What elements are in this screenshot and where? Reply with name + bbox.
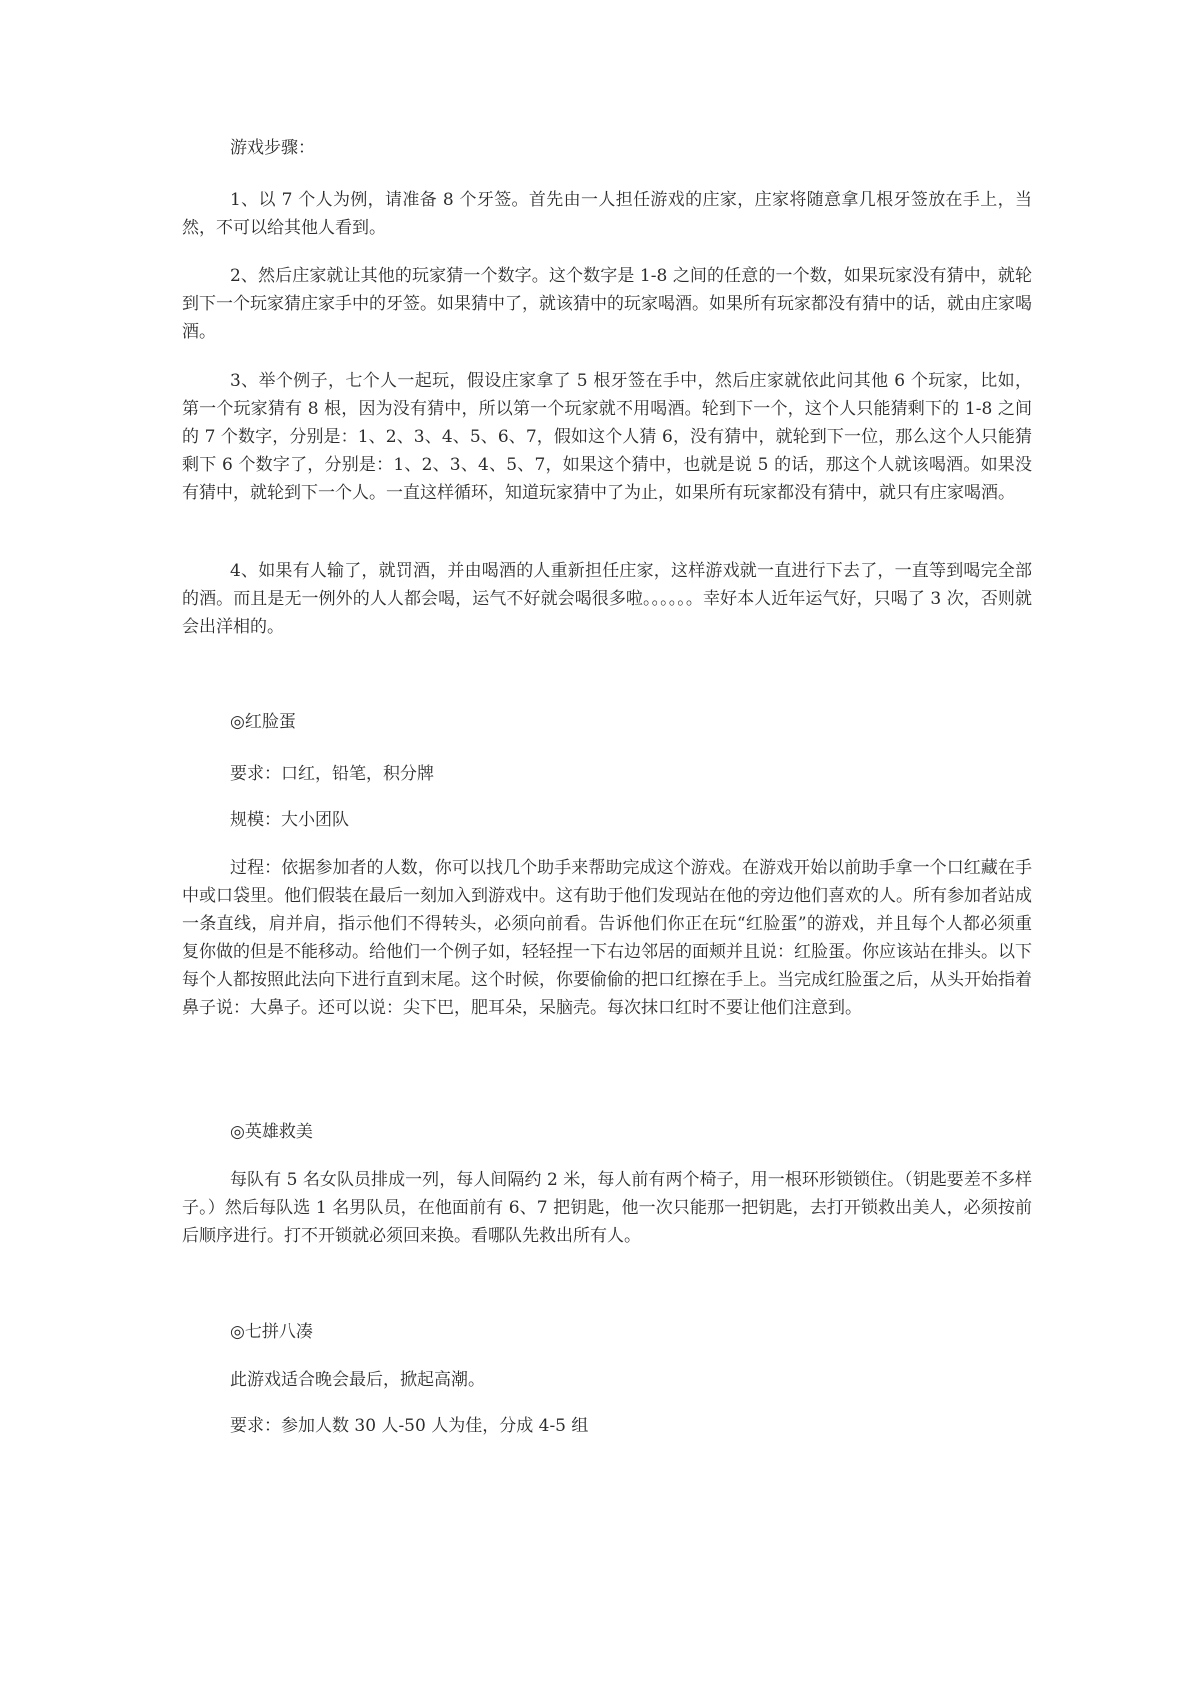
patchwork-requirement-block [182,1412,1032,1440]
red-cheek-process-block [182,854,1032,1022]
step-2-paragraph: 2、然后庄家就让其他的玩家猜一个数字。这个数字是 1-8 之间的任意的一个数，如果玩家没有猜中，就轮到下一个玩家猜庄家手中的牙签。如果猜中了，就该猜中的玩家喝酒。如果所有玩家都没有猜中的话，就由庄家喝酒。 [182,266,1032,342]
hero-body-block [182,1166,1032,1250]
red-cheek-title-block [182,708,1032,736]
red-cheek-title: ◎红脸蛋 [230,712,296,732]
step-2-block [182,262,1032,346]
red-cheek-process: 过程：依据参加者的人数，你可以找几个助手来帮助完成这个游戏。在游戏开始以前助手拿一个口红藏在手中或口袋里。他们假装在最后一刻加入到游戏中。这有助于他们发现站在他的旁边他们喜欢的人。所有参加者站成一条直线，肩并肩，指示他们不得转头，必须向前看。告诉他们你正在玩“红脸蛋”的游戏，并且每个人都必须重复你做的但是不能移动。给他们一个例子如，轻轻捏一下右边邻居的面颊并且说：红脸蛋。你应该站在排头。以下每个人都按照此法向下进行直到末尾。这个时候，你要偷偷的把口红擦在手上。当完成红脸蛋之后，从头开始指着鼻子说：大鼻子。还可以说：尖下巴，肥耳朵，呆脑壳。每次抹口红时不要让他们注意到。 [182,858,1032,1018]
steps-heading: 游戏步骤： [230,138,315,158]
red-cheek-requirement: 要求：口红，铅笔，积分牌 [230,764,434,784]
patchwork-intro: 此游戏适合晚会最后，掀起高潮。 [230,1370,485,1390]
red-cheek-requirement-block [182,760,1032,788]
hero-body: 每队有 5 名女队员排成一列，每人间隔约 2 米，每人前有两个椅子，用一根环形锁锁住。（钥匙要差不多样子。）然后每队选 1 名男队员，在他面前有 6、7 把钥匙，他一次只能那一把钥匙，去打开锁救出美人，必须按前后顺序进行。打不开锁就必须回来换。看哪队先救出所有人。 [182,1170,1032,1246]
hero-title-block [182,1118,1032,1146]
patchwork-title: ◎七拼八凑 [230,1322,313,1342]
patchwork-intro-block [182,1366,1032,1394]
hero-title: ◎英雄救美 [230,1122,313,1142]
step-3-paragraph: 3、举个例子，七个人一起玩，假设庄家拿了 5 根牙签在手中，然后庄家就依此问其他 6 个玩家，比如，第一个玩家猜有 8 根，因为没有猜中，所以第一个玩家就不用喝酒。轮到下一个，这个人只能猜剩下的 1-8 之间的 7 个数字，分别是：1、2、3、4、5、6、7，假如这个人猜 6，没有猜中，就轮到下一位，那么这个人只能猜剩下 6 个数字了，分别是：1、2、3、4、5、7，如果这个猜中，也就是说 5 的话，那这个人就该喝酒。如果没有猜中，就轮到下一个人。一直这样循环，知道玩家猜中了为止，如果所有玩家都没有猜中，就只有庄家喝酒。 [182,371,1032,503]
step-1-block [182,186,1032,242]
step-4-paragraph: 4、如果有人输了，就罚酒，并由喝酒的人重新担任庄家，这样游戏就一直进行下去了，一直等到喝完全部的酒。而且是无一例外的人人都会喝，运气不好就会喝很多啦。。。。。。幸好本人近年运气好，只喝了 3 次，否则就会出洋相的。 [182,561,1032,637]
section-heading [182,134,1032,162]
red-cheek-scale: 规模：大小团队 [230,810,349,830]
patchwork-requirement: 要求：参加人数 30 人-50 人为佳，分成 4-5 组 [230,1416,589,1436]
step-3-block [182,367,1032,507]
step-4-block [182,557,1032,641]
step-1-paragraph: 1、以 7 个人为例，请准备 8 个牙签。首先由一人担任游戏的庄家，庄家将随意拿几根牙签放在手上，当然，不可以给其他人看到。 [182,190,1032,238]
red-cheek-scale-block [182,806,1032,834]
patchwork-title-block [182,1318,1032,1346]
